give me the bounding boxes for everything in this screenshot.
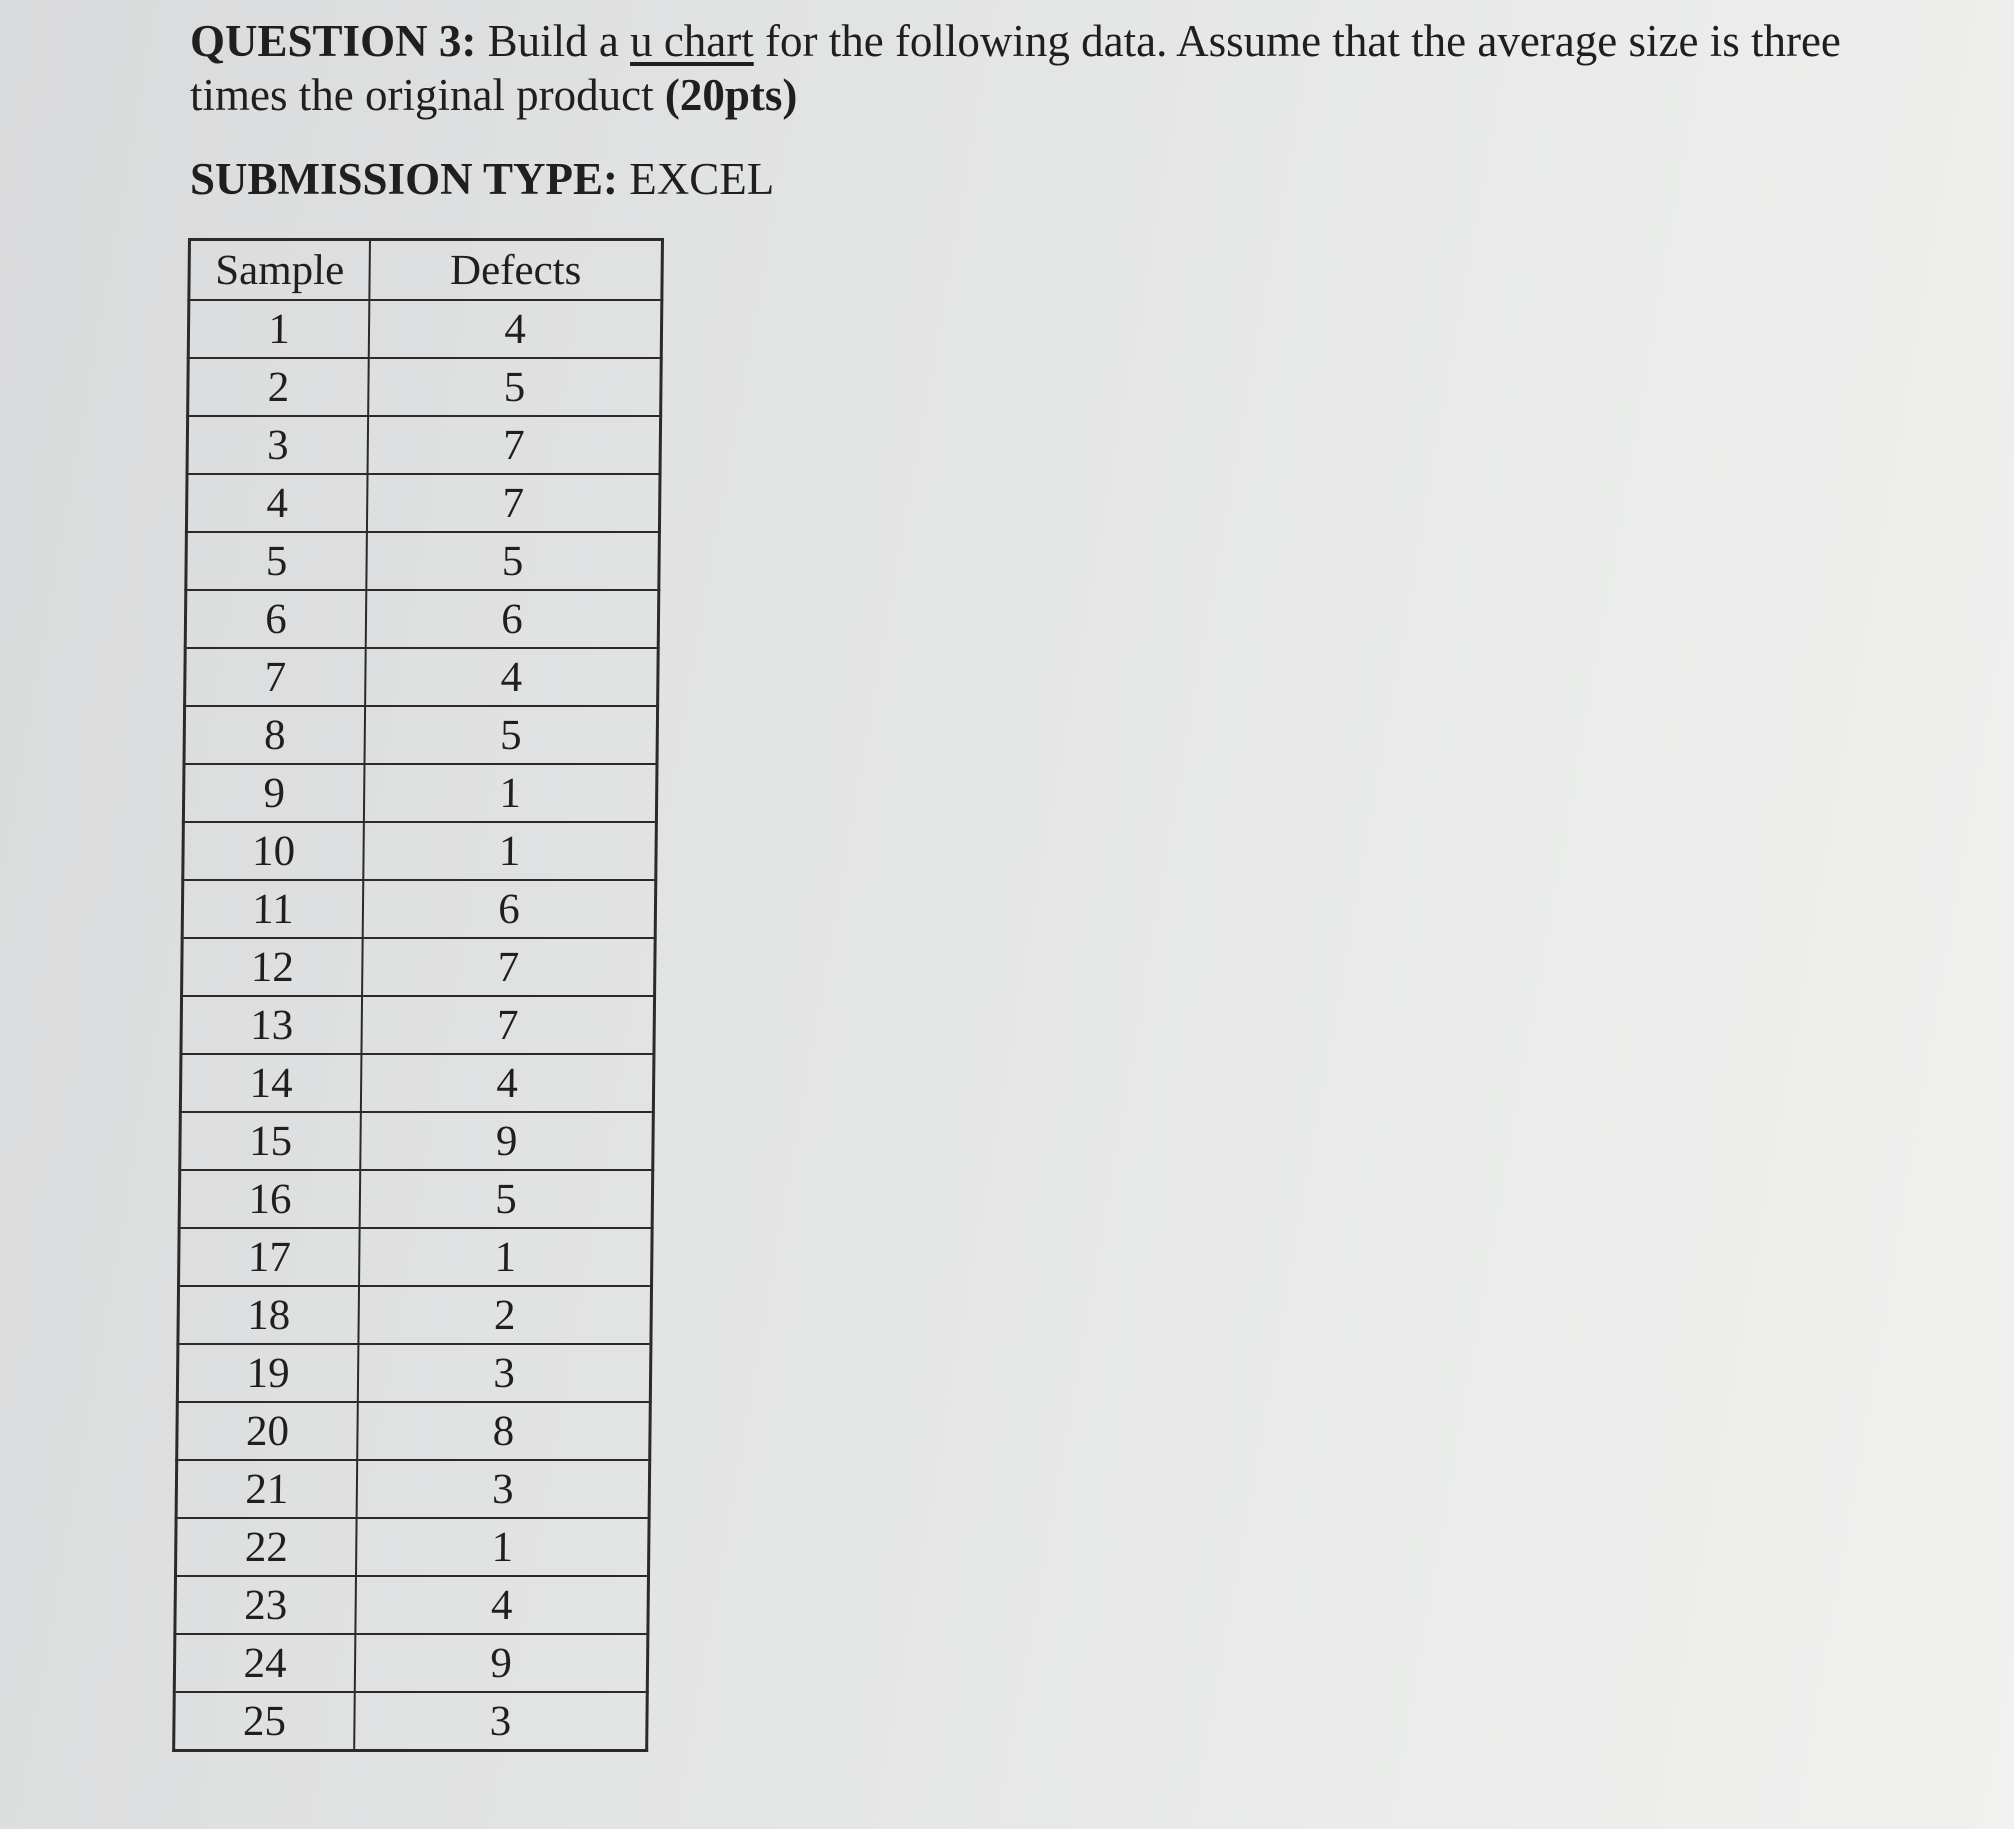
sample-cell: 18 (178, 1286, 359, 1344)
table-row (180, 1112, 654, 1170)
defects-cell: 3 (358, 1344, 651, 1402)
sample-cell: 5 (186, 532, 367, 590)
sample-cell: 13 (181, 996, 362, 1054)
table-body (174, 300, 662, 1751)
sample-cell: 23 (175, 1576, 356, 1634)
sample-cell: 22 (175, 1518, 356, 1576)
table-row (177, 1344, 651, 1402)
defects-cell: 6 (366, 590, 659, 648)
defects-cell: 7 (368, 416, 661, 474)
table-row (179, 1228, 653, 1286)
sample-cell: 24 (174, 1634, 355, 1692)
sample-cell: 21 (176, 1460, 357, 1518)
sample-cell: 7 (185, 648, 366, 706)
table-row (186, 474, 660, 532)
question-line-2 (190, 68, 1890, 122)
question-text-before: Build a (476, 16, 631, 66)
defects-cell: 8 (357, 1402, 650, 1460)
question-line-1 (190, 14, 1890, 68)
table-row (188, 358, 662, 416)
table-row (183, 822, 657, 880)
table-row (177, 1402, 651, 1460)
table-row (182, 938, 656, 996)
sample-cell: 20 (177, 1402, 358, 1460)
sample-cell: 6 (185, 590, 366, 648)
data-table-wrapper (172, 238, 664, 1752)
header-defects: Defects (369, 240, 662, 301)
sample-cell: 10 (183, 822, 364, 880)
defects-cell: 4 (365, 648, 658, 706)
question-label: QUESTION 3: (190, 16, 477, 66)
table-row (175, 1576, 649, 1634)
defects-cell: 5 (365, 706, 658, 764)
defects-cell: 9 (360, 1112, 653, 1170)
defects-cell: 5 (366, 532, 659, 590)
question-line2-text: times the original product (190, 70, 665, 120)
question-points: (20pts) (664, 70, 798, 120)
table-row (176, 1460, 650, 1518)
submission-value: EXCEL (618, 154, 775, 204)
table-row (185, 590, 659, 648)
defects-cell: 7 (362, 938, 655, 996)
defects-cell: 3 (357, 1460, 650, 1518)
defects-cell: 4 (369, 300, 662, 358)
sample-cell: 17 (179, 1228, 360, 1286)
sample-cell: 16 (179, 1170, 360, 1228)
table-row (188, 300, 662, 358)
submission-label: SUBMISSION TYPE: (190, 154, 619, 204)
defects-cell: 5 (360, 1170, 653, 1228)
sample-cell: 4 (186, 474, 367, 532)
table-row (175, 1518, 649, 1576)
sample-cell: 8 (184, 706, 365, 764)
sample-cell: 11 (182, 880, 363, 938)
defects-cell: 2 (359, 1286, 652, 1344)
defects-cell: 1 (356, 1518, 649, 1576)
sample-cell: 9 (183, 764, 364, 822)
question-underlined-term: u chart (630, 16, 754, 66)
table-row (181, 996, 655, 1054)
table-row (174, 1692, 648, 1751)
data-table (172, 238, 664, 1752)
sample-cell: 25 (174, 1692, 355, 1751)
table-row (183, 764, 657, 822)
defects-cell: 7 (367, 474, 660, 532)
question-text (190, 14, 1890, 122)
table-row (182, 880, 656, 938)
table-row (178, 1286, 652, 1344)
defects-cell: 9 (355, 1634, 648, 1692)
submission-type (190, 152, 774, 206)
table-row (174, 1634, 648, 1692)
table-row (179, 1170, 653, 1228)
defects-cell: 1 (364, 764, 657, 822)
defects-cell: 4 (355, 1576, 648, 1634)
header-sample: Sample (189, 240, 370, 301)
defects-cell: 3 (354, 1692, 647, 1751)
defects-cell: 1 (359, 1228, 652, 1286)
question-text-after: for the following data. Assume that the average size is three (753, 16, 1841, 66)
table-row (184, 706, 658, 764)
defects-cell: 1 (363, 822, 656, 880)
defects-cell: 6 (363, 880, 656, 938)
sample-cell: 1 (188, 300, 369, 358)
table-row (186, 532, 660, 590)
defects-cell: 4 (361, 1054, 654, 1112)
sample-cell: 19 (177, 1344, 358, 1402)
sample-cell: 12 (182, 938, 363, 996)
sample-cell: 15 (180, 1112, 361, 1170)
table-row (180, 1054, 654, 1112)
defects-cell: 7 (362, 996, 655, 1054)
defects-cell: 5 (368, 358, 661, 416)
sample-cell: 2 (188, 358, 369, 416)
table-row (185, 648, 659, 706)
sample-cell: 3 (187, 416, 368, 474)
sample-cell: 14 (180, 1054, 361, 1112)
table-header-row (189, 240, 663, 301)
table-row (187, 416, 661, 474)
